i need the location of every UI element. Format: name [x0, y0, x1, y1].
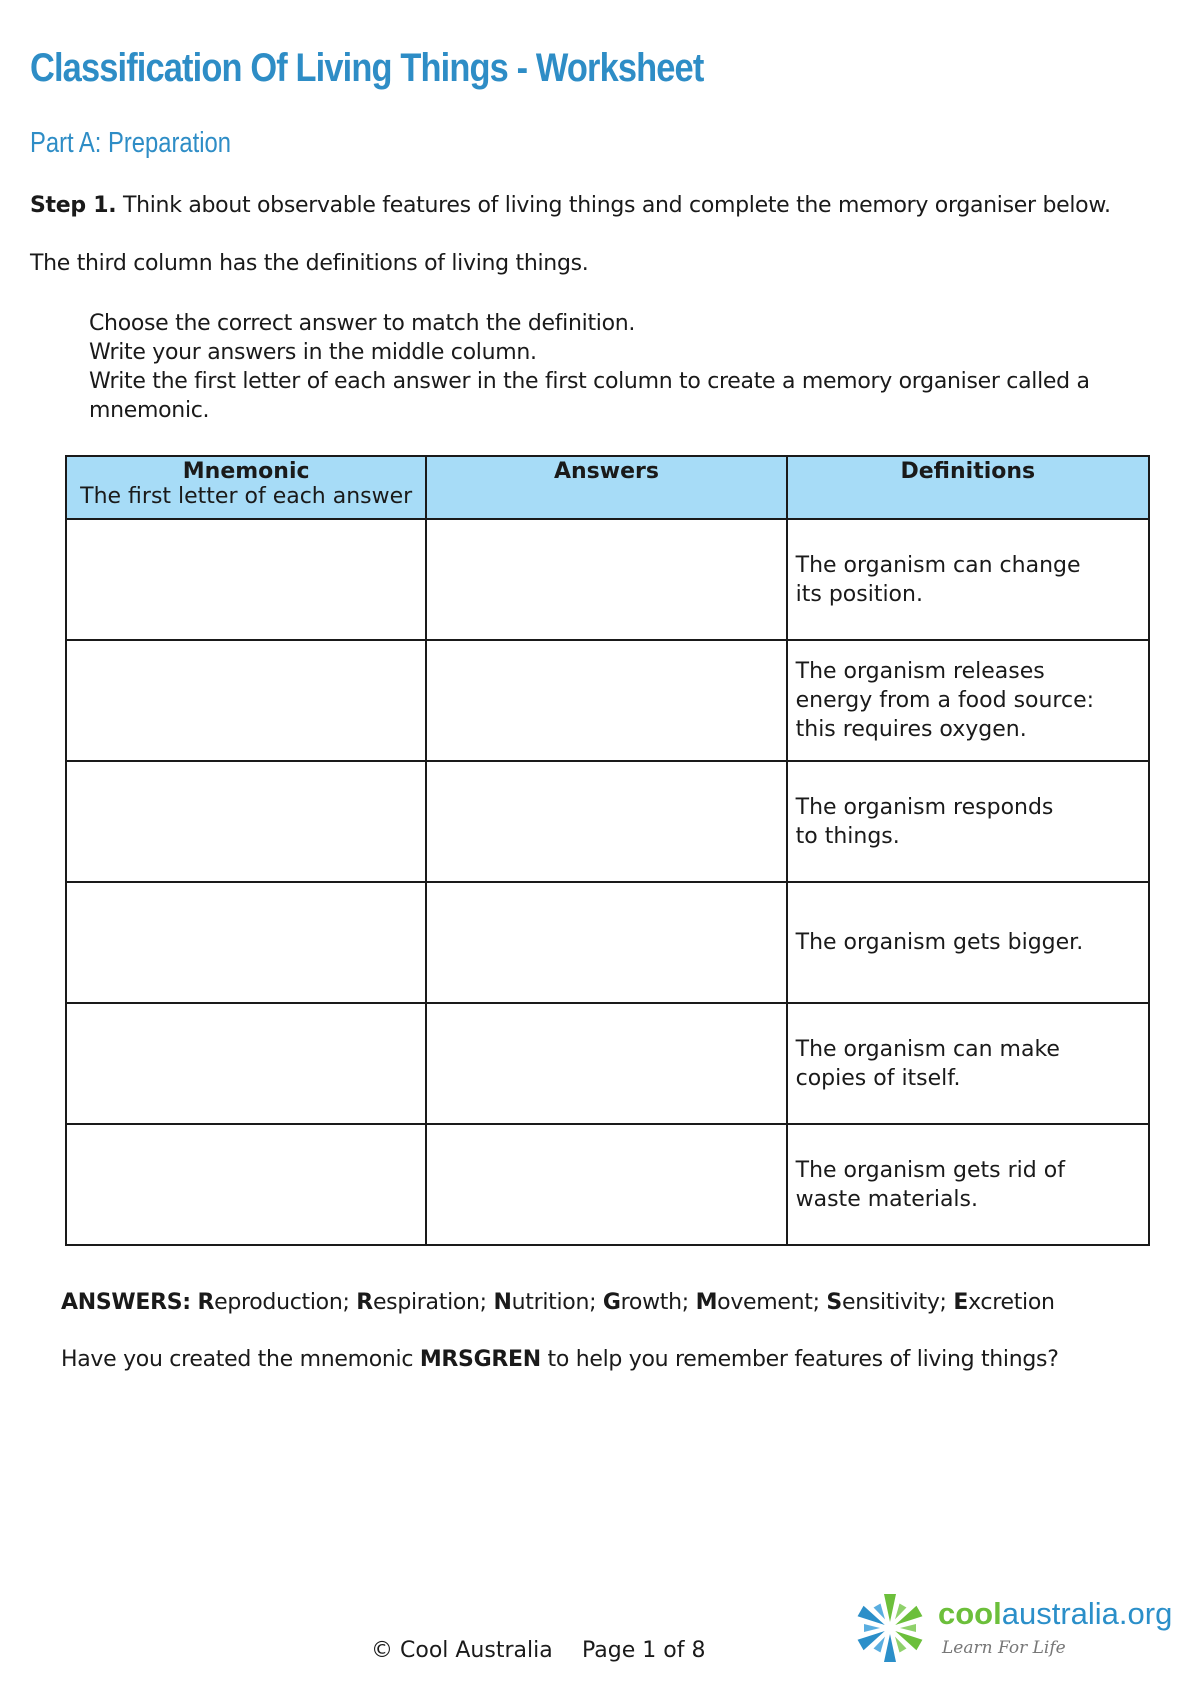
section-subtitle: Part A: Preparation [30, 127, 231, 159]
mnemonic-cell[interactable] [66, 640, 426, 761]
definition-cell [787, 1003, 1149, 1124]
mnemonic-question [61, 1347, 1059, 1372]
answer-rest: eproduction; [214, 1290, 357, 1315]
logo-australia: australia.org [1001, 1596, 1173, 1631]
step-label: Step 1. [30, 193, 117, 218]
mnemonic-header-sub: The first letter of each answer [80, 484, 413, 509]
mnemonic-word: MRSGREN [419, 1347, 541, 1372]
answer-cell[interactable] [426, 1124, 786, 1245]
answer-cell[interactable] [426, 519, 786, 640]
table-row [66, 761, 1149, 882]
answers-label: ANSWERS: [61, 1290, 191, 1315]
instruction-line: Write the first letter of each answer in the first column to create a memory organiser called a [89, 369, 1090, 394]
definition-cell [787, 519, 1149, 640]
answer-cell[interactable] [426, 761, 786, 882]
answer-cell[interactable] [426, 882, 786, 1003]
table-row [66, 1124, 1149, 1245]
definition-line: The organism can make [795, 1036, 1060, 1062]
definition-cell [787, 640, 1149, 761]
answer-initial: E [953, 1290, 969, 1315]
mnemonic-cell[interactable] [66, 1003, 426, 1124]
footer-copyright: © Cool Australia [371, 1638, 553, 1663]
answer-initial: R [356, 1290, 373, 1315]
table-row [66, 1003, 1149, 1124]
question-before: Have you created the mnemonic [61, 1347, 420, 1372]
logo-tagline: Learn For Life [942, 1638, 1066, 1658]
page-title: Classification Of Living Things - Worksheet [30, 46, 704, 90]
answer-initial: R [197, 1290, 215, 1315]
definitions-header: Definitions [787, 456, 1149, 519]
instruction-line: mnemonic. [89, 398, 210, 423]
answer-rest: espiration; [372, 1290, 494, 1315]
logo-star-icon [850, 1588, 930, 1668]
answer-cell[interactable] [426, 1003, 786, 1124]
definition-line: waste materials. [795, 1186, 978, 1212]
question-after: to help you remember features of living things? [540, 1347, 1059, 1372]
definition-line: energy from a food source: [795, 688, 1095, 713]
step-instruction [30, 193, 1111, 218]
mnemonic-cell[interactable] [66, 519, 426, 640]
definition-cell [787, 1124, 1149, 1245]
mnemonic-header-label: Mnemonic [182, 459, 310, 484]
logo-wordmark [938, 1596, 1172, 1632]
definition-line: The organism gets bigger. [795, 930, 1084, 955]
definition-line: The organism gets rid of [795, 1157, 1065, 1183]
definition-cell [787, 761, 1149, 882]
table-header-row [66, 456, 1149, 519]
definition-line: this requires oxygen. [795, 717, 1027, 742]
definition-line: copies of itself. [795, 1065, 961, 1091]
answer-rest: xcretion [968, 1290, 1055, 1315]
answer-rest: ensitivity; [841, 1290, 954, 1315]
mnemonic-cell[interactable] [66, 761, 426, 882]
definition-cell [787, 882, 1149, 1003]
table-row [66, 882, 1149, 1003]
mnemonic-header [66, 456, 426, 519]
definition-line: The organism responds [795, 794, 1054, 820]
instruction-line: Write your answers in the middle column. [89, 340, 537, 365]
answer-initial: M [695, 1290, 718, 1315]
answer-initial: S [826, 1290, 842, 1315]
answer-initial: N [493, 1290, 512, 1315]
third-column-note: The third column has the definitions of living things. [30, 251, 589, 276]
instruction-list [89, 309, 1090, 425]
answer-rest: ovement; [717, 1290, 827, 1315]
answer-rest: utrition; [511, 1290, 603, 1315]
table-row [66, 640, 1149, 761]
answer-initial: G [602, 1290, 621, 1315]
mnemonic-cell[interactable] [66, 882, 426, 1003]
coolaustralia-logo[interactable] [850, 1588, 1173, 1666]
definition-line: its position. [795, 581, 923, 607]
footer-page-number: Page 1 of 8 [582, 1638, 706, 1663]
table-row [66, 519, 1149, 640]
answer-cell[interactable] [426, 640, 786, 761]
mnemonic-cell[interactable] [66, 1124, 426, 1245]
definition-line: The organism releases [795, 659, 1045, 684]
step-text: Think about observable features of living things and complete the memory organiser below. [116, 193, 1111, 218]
answer-rest: rowth; [620, 1290, 696, 1315]
answers-line [61, 1290, 1055, 1315]
answers-header: Answers [426, 456, 786, 519]
memory-organiser-table [65, 455, 1150, 1246]
definition-line: The organism can change [795, 552, 1081, 578]
instruction-line: Choose the correct answer to match the definition. [89, 311, 636, 336]
logo-cool: cool [938, 1596, 1002, 1631]
definition-line: to things. [795, 823, 900, 849]
